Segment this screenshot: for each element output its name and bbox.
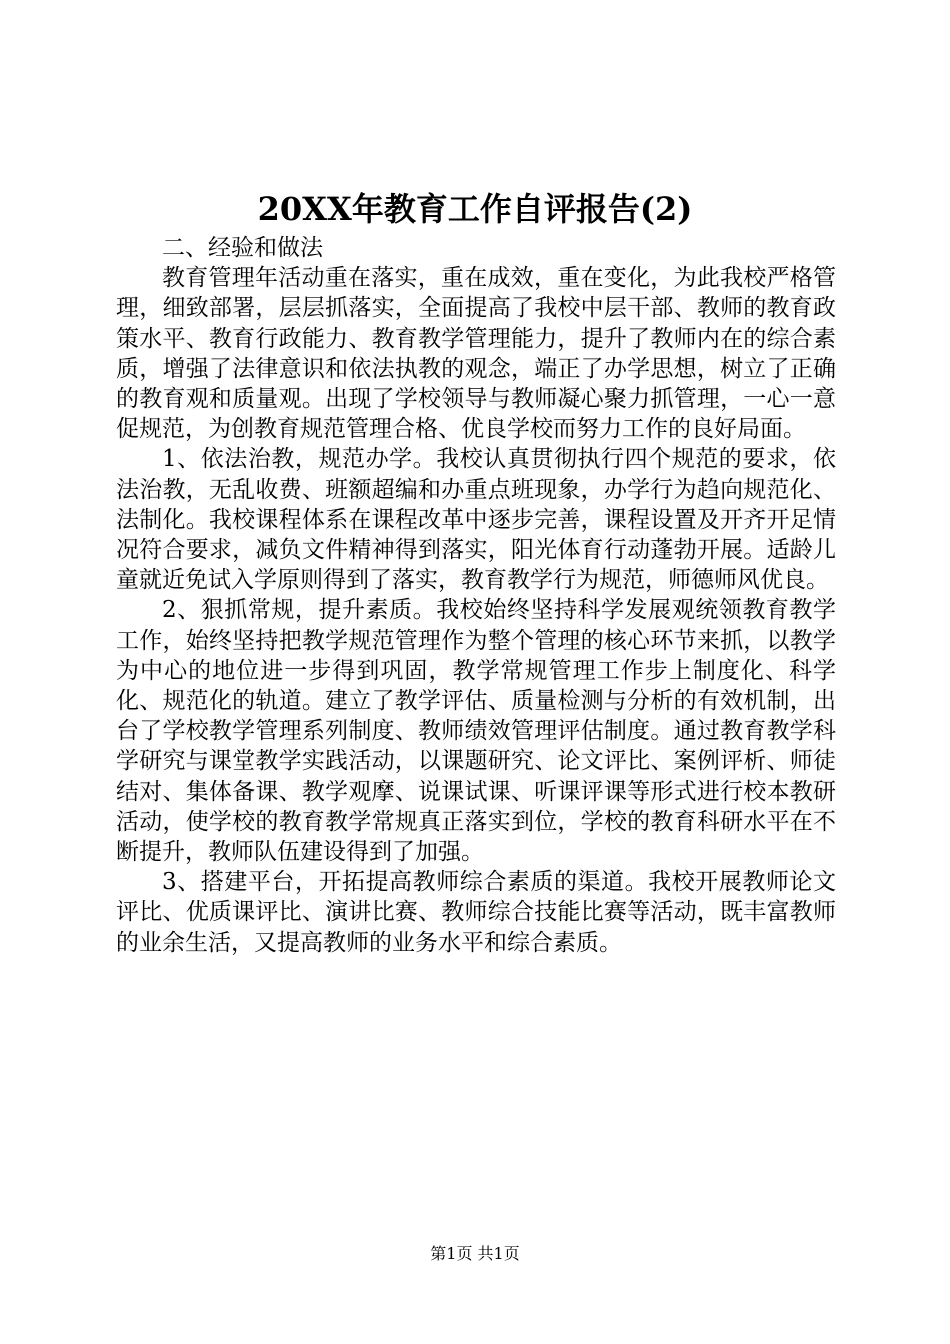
- page-footer: 第1页 共1页: [430, 1244, 520, 1263]
- paragraph-rule-of-law: 1、依法治教，规范办学。我校认真贯彻执行四个规范的要求，依法治教，无乱收费、班额超编和办重点班现象，办学行为趋向规范化、法制化。我校课程体系在课程改革中逐步完善，课程设置及开齐开足情况符合要求，减负文件精神得到落实，阳光体育行动蓬勃开展。适龄儿童就近免试入学原则得到了落实，教育教学行为规范，师德师风优良。: [116, 446, 836, 594]
- paragraph-routine-management: 2、狠抓常规，提升素质。我校始终坚持科学发展观统领教育教学工作，始终坚持把教学规范管理作为整个管理的核心环节来抓，以教学为中心的地位进一步得到巩固，教学常规管理工作步上制度化、科学化、规范化的轨道。建立了教学评估、质量检测与分析的有效机制，出台了学校教学管理系列制度、教师绩效管理评估制度。通过教育教学科学研究与课堂教学实践活动，以课题研究、论文评比、案例评析、师徒结对、集体备课、教学观摩、说课试课、听课评课等形式进行校本教研活动，使学校的教育教学常规真正落实到位，学校的教育科研水平在不断提升，教师队伍建设得到了加强。: [116, 597, 836, 866]
- paragraph-teacher-platform: 3、搭建平台，开拓提高教师综合素质的渠道。我校开展教师论文评比、优质课评比、演讲比赛、教师综合技能比赛等活动，既丰富教师的业余生活，又提高教师的业务水平和综合素质。: [116, 869, 836, 956]
- document-body: [116, 233, 836, 958]
- paragraph-intro: 教育管理年活动重在落实，重在成效，重在变化，为此我校严格管理，细致部署，层层抓落实，全面提高了我校中层干部、教师的教育政策水平、教育行政能力、教育教学管理能力，提升了教师内在的综合素质，增强了法律意识和依法执教的观念，端正了办学思想，树立了正确的教育观和质量观。出现了学校领导与教师凝心聚力抓管理，一心一意促规范，为创教育规范管理合格、优良学校而努力工作的良好局面。: [116, 265, 836, 443]
- document-title: 20XX年教育工作自评报告(2): [257, 190, 693, 228]
- section-heading: 二、经验和做法: [162, 235, 323, 261]
